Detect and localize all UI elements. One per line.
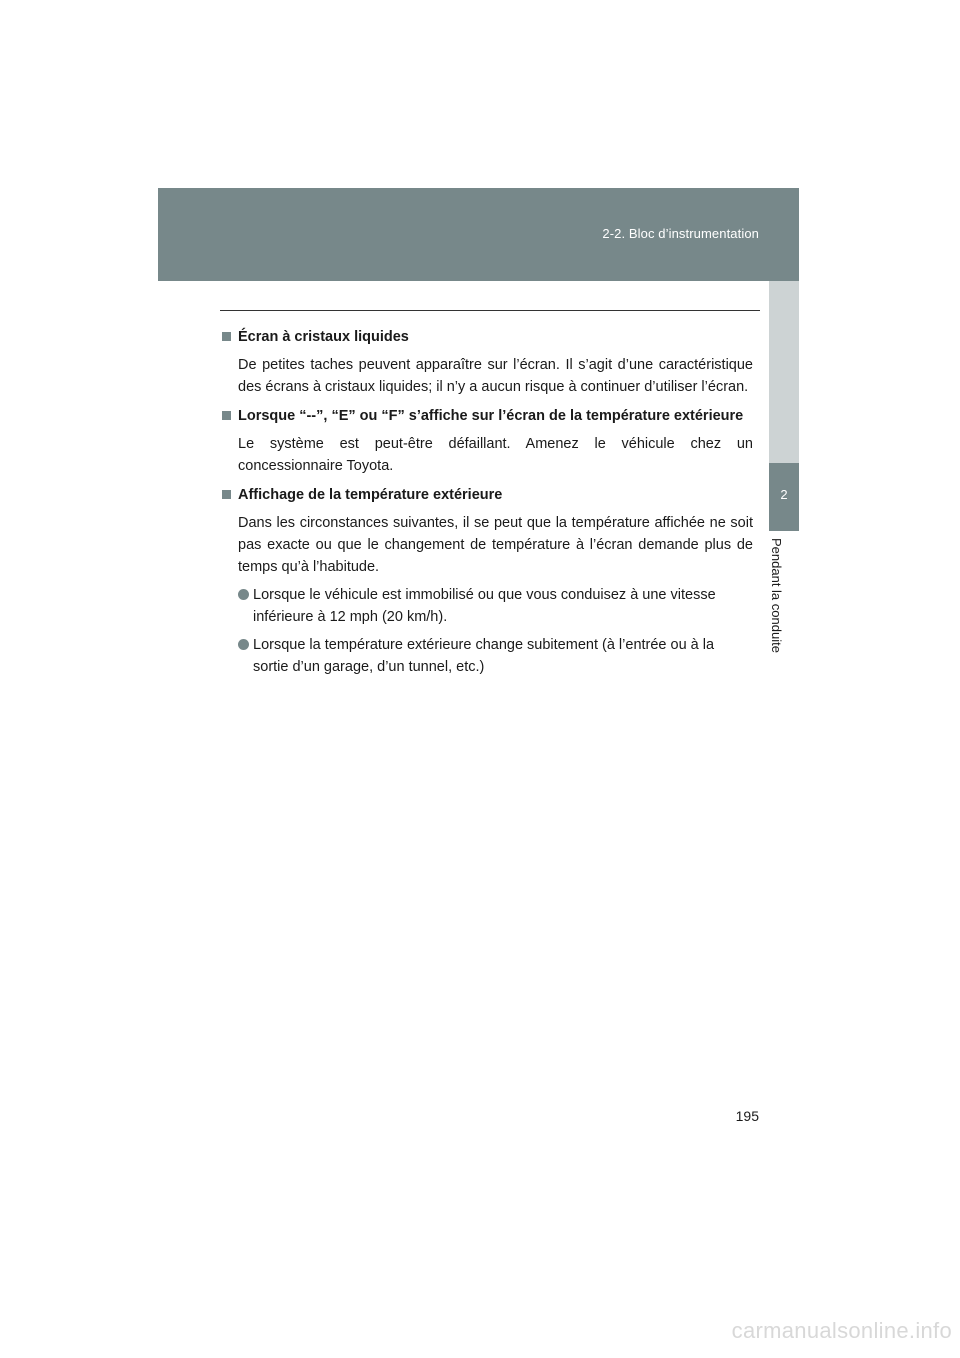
top-rule — [220, 310, 760, 311]
section-paragraph: Dans les circonstances suivantes, il se peut que la température affichée ne soit pas exacte ou que le changement de température à l’écran demande plus de temps qu’à l’habitude. — [238, 515, 753, 575]
list-item — [238, 634, 753, 678]
section-paragraph: Le système est peut-être défaillant. Amenez le véhicule chez un concessionnaire Toyota. — [238, 436, 753, 474]
section-lcd — [222, 326, 753, 398]
list-item — [238, 584, 753, 628]
watermark: carmanualsonline.info — [731, 1318, 952, 1343]
chapter-tab — [769, 463, 799, 531]
section-title: 2-2. Bloc d’instrumentation — [602, 226, 759, 241]
page-number: 195 — [735, 1108, 759, 1124]
square-bullet-icon — [222, 411, 231, 420]
section-outside-temp — [222, 484, 753, 678]
chapter-number: 2 — [780, 487, 788, 502]
header-band — [158, 188, 799, 281]
round-bullet-icon — [238, 639, 249, 650]
section-heading — [222, 405, 753, 427]
side-tab-spacer — [769, 281, 799, 463]
main-content — [222, 326, 753, 685]
heading-text: Écran à cristaux liquides — [238, 329, 409, 345]
list-item-text: Lorsque la température extérieure change subitement (à l’entrée ou à la sortie d’un garage, d’un tunnel, etc.) — [253, 637, 715, 675]
section-heading — [222, 484, 753, 506]
square-bullet-icon — [222, 490, 231, 499]
section-heading — [222, 326, 753, 348]
section-display-error — [222, 405, 753, 477]
heading-text: Affichage de la température extérieure — [238, 487, 503, 503]
chapter-title: Pendant la conduite — [769, 538, 784, 653]
round-bullet-icon — [238, 589, 249, 600]
section-paragraph: De petites taches peuvent apparaître sur l’écran. Il s’agit d’une caractéristique des écrans à cristaux liquides; il n’y a aucun risque à continuer d’utiliser l’écran. — [238, 357, 753, 395]
square-bullet-icon — [222, 332, 231, 341]
list-item-text: Lorsque le véhicule est immobilisé ou que vous conduisez à une vitesse inférieure à 12 mph (20 km/h). — [253, 587, 716, 625]
heading-text: Lorsque “--”, “E” ou “F” s’affiche sur l’écran de la température extérieure — [238, 408, 744, 424]
